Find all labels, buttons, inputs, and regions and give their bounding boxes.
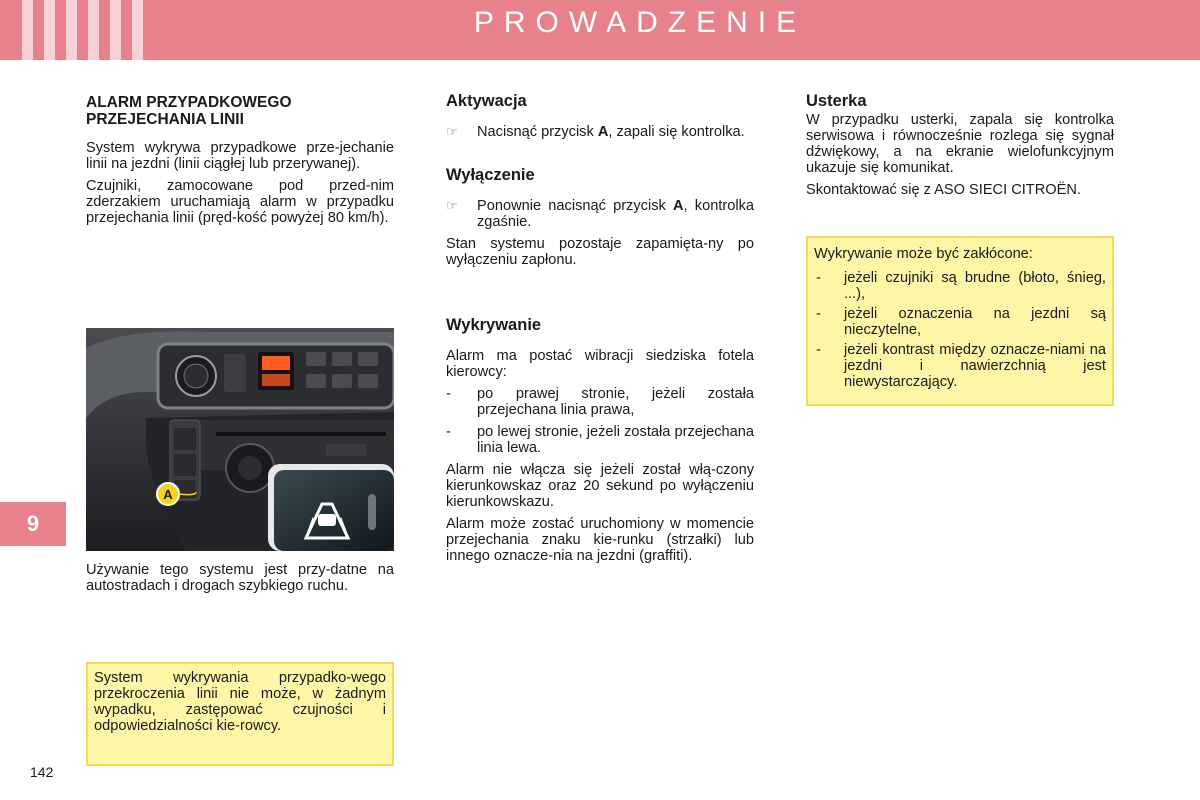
activation-heading: Aktywacja: [446, 92, 527, 110]
interference-intro: Wykrywanie może być zakłócone:: [814, 246, 1033, 262]
header-stripes: [0, 0, 150, 60]
fault-heading: Usterka: [806, 92, 867, 110]
page-title: PROWADZENIE: [473, 6, 807, 39]
indicator-paragraph: Alarm nie włącza się jeżeli został włą-czony kierunkowskaz oraz 20 sekund po wyłączeniu kierunkowskazu.: [446, 462, 754, 510]
list-item: - po lewej stronie, jeżeli została przejechana linia lewa.: [446, 424, 754, 456]
left-column: [86, 94, 394, 232]
section-title-line1: ALARM PRZYPADKOWEGO: [86, 94, 292, 111]
list-item: - jeżeli czujniki są brudne (błoto, śnieg, ...),: [816, 270, 1106, 302]
dashboard-illustration: [86, 328, 394, 551]
sensors-paragraph: Czujniki, zamocowane pod przed-nim zderzakiem uruchamiają alarm w przypadku przejechania linii (pręd-kość powyżej 80 km/h).: [86, 178, 394, 226]
deactivation-heading: Wyłączenie: [446, 166, 535, 184]
memory-paragraph: Stan systemu pozostaje zapamięta-ny po wyłączeniu zapłonu.: [446, 236, 754, 268]
graffiti-paragraph: Alarm może zostać uruchomiony w momencie przejechania znaku kie-runku (strzałki) lub innego oznacze-nia na jezdni (graffiti).: [446, 516, 754, 564]
middle-column: [446, 92, 754, 570]
usage-paragraph: Używanie tego systemu jest przy-datne na autostradach i drogach szybkiego ruchu.: [86, 562, 394, 594]
right-column: [806, 92, 1114, 204]
list-item: - jeżeli kontrast między oznacze-niami na jezdni i nawierzchnią jest niewystarczający.: [816, 342, 1106, 390]
callout-a-label: A: [163, 487, 173, 502]
activation-step-text: Nacisnąć przycisk A, zapali się kontrolka.: [477, 124, 745, 140]
detection-heading: Wykrywanie: [446, 316, 542, 334]
page-number: 142: [30, 764, 54, 780]
activation-step: [446, 124, 754, 140]
intro-paragraph: System wykrywa przypadkowe prze-jechanie linii na jezdni (linii ciągłej lub przerywanej).: [86, 140, 394, 172]
contact-paragraph: Skontaktować się z ASO SIECI CITROËN.: [806, 182, 1081, 198]
detection-intro: Alarm ma postać wibracji siedziska fotela kierowcy:: [446, 348, 754, 380]
section-title-line2: PRZEJECHANIA LINII: [86, 111, 244, 128]
pointing-hand-icon: ☞: [446, 124, 458, 139]
deactivation-step: [446, 198, 754, 230]
warning-note: [86, 662, 394, 766]
section-title: [86, 94, 394, 128]
dashboard-photo: [86, 328, 394, 551]
pointing-hand-icon: ☞: [446, 198, 458, 213]
list-item: - po prawej stronie, jeżeli została przejechana linia prawa,: [446, 386, 754, 418]
list-item: - jeżeli oznaczenia na jezdni są nieczytelne,: [816, 306, 1106, 338]
fault-paragraph: W przypadku usterki, zapala się kontrolka serwisowa i równocześnie rozlega się sygnał dźwiękowy, a na ekranie wielofunkcyjnym ukazuje się komunikat.: [806, 112, 1114, 176]
usage-text: [86, 562, 394, 600]
chapter-tab: 9: [0, 502, 66, 546]
page-header: [0, 0, 1200, 60]
warning-note-text: System wykrywania przypadko-wego przekroczenia linii nie może, w żadnym wypadku, zastępować czujności i odpowiedzialności kie-rowcy.: [94, 670, 386, 734]
deactivation-step-text: Ponownie nacisnąć przycisk A, kontrolka zgaśnie.: [477, 198, 754, 230]
interference-note: [806, 236, 1114, 406]
